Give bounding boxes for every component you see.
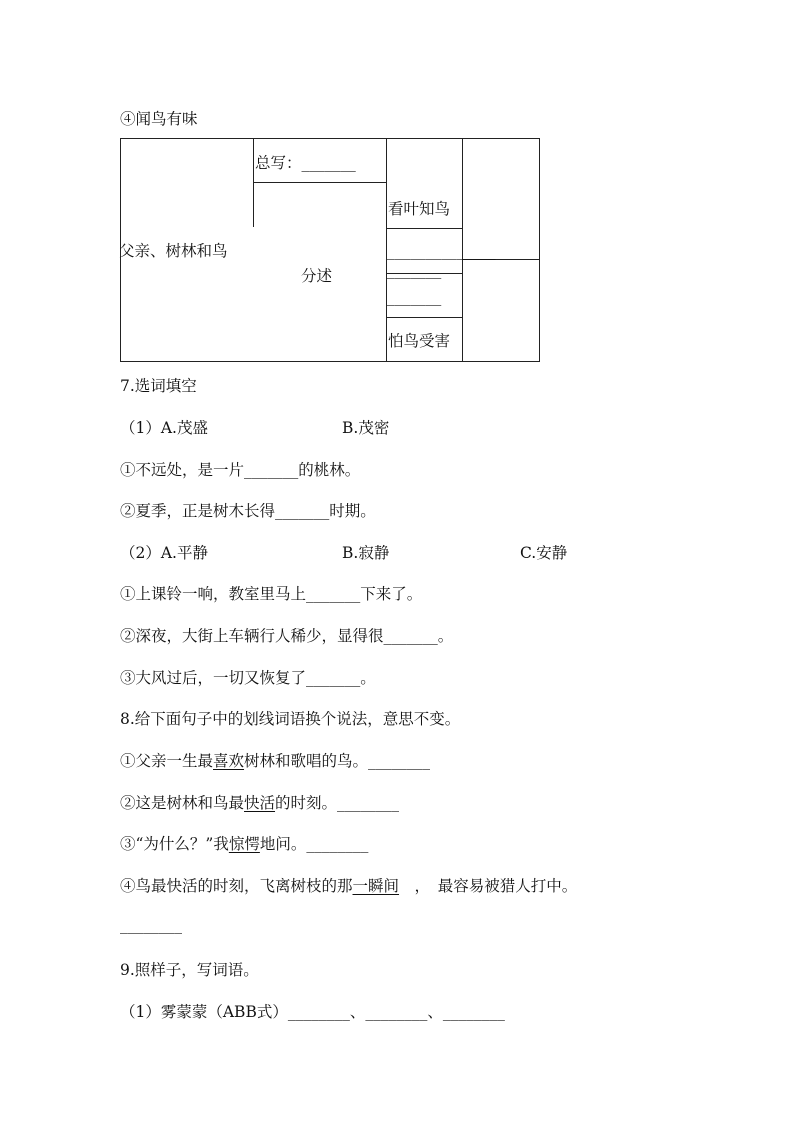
text: ， 最容易被猎人打中。 — [399, 877, 578, 895]
question-8-title: 8.给下面句子中的划线词语换个说法，意思不变。 — [120, 710, 461, 728]
table-sub-label: 分述 — [301, 267, 333, 285]
underlined-word: 快活 — [244, 794, 276, 812]
q7-option-b: B.寂静 — [342, 544, 390, 562]
text: 的时刻。________ — [275, 794, 400, 812]
structure-table — [120, 138, 540, 362]
q9-sentence-1: （1）雾蒙蒙（ABB式）________、________、________ — [120, 1003, 505, 1021]
q7-sentence-5: ③大风过后，一切又恢复了_______。 — [120, 669, 376, 687]
q7-option-a: （2）A.平静 — [120, 544, 208, 562]
table-row-4: _______ — [387, 288, 442, 306]
underlined-word: 一瞬间 — [352, 877, 400, 895]
table-summary: 总写：_______ — [255, 154, 356, 172]
table-divider — [386, 317, 462, 318]
table-divider — [253, 182, 386, 183]
q7-option-c: C.安静 — [520, 544, 568, 562]
q8-answer-blank: ________ — [120, 916, 182, 934]
q7-group-1 — [120, 416, 390, 438]
q7-option-b: B.茂密 — [342, 419, 390, 437]
table-row-1: 看叶知鸟 — [388, 200, 451, 218]
table-row-5: 怕鸟受害 — [388, 332, 451, 350]
text: ①父亲一生最 — [120, 752, 214, 770]
underlined-word: 惊愕 — [228, 835, 260, 853]
text: ④鸟最快活的时刻，飞离树枝的那 — [120, 877, 353, 895]
table-left-label: 父亲、树林和鸟 — [119, 242, 228, 260]
q7-sentence-2: ②夏季，正是树木长得_______时期。 — [120, 502, 376, 520]
q7-group-2 — [120, 541, 568, 563]
text: 地问。________ — [259, 835, 369, 853]
q8-sentence-3 — [120, 832, 368, 854]
question-7-title: 7.选词填空 — [120, 377, 197, 395]
q7-sentence-1: ①不远处，是一片_______的桃林。 — [120, 461, 361, 479]
q7-option-a: （1）A.茂盛 — [120, 419, 208, 437]
table-row-3: _______ — [387, 261, 442, 279]
text: 树林和歌唱的鸟。________ — [244, 752, 431, 770]
q7-sentence-3: ①上课铃一响，教室里马上_______下来了。 — [120, 585, 423, 603]
q8-sentence-2 — [120, 791, 399, 813]
q7-sentence-4: ②深夜，大街上车辆行人稀少，显得很_______。 — [120, 627, 454, 645]
q8-sentence-1 — [120, 749, 430, 771]
table-row-2: ______________ — [387, 242, 496, 260]
question-9-title: 9.照样子，写词语。 — [120, 961, 259, 979]
text: ③“为什么？”我 — [120, 835, 229, 853]
text: ②这是树林和鸟最 — [120, 794, 245, 812]
q8-sentence-4 — [120, 874, 577, 896]
table-divider — [386, 228, 462, 229]
item-4: ④闻鸟有味 — [120, 110, 198, 128]
table-divider — [253, 139, 254, 227]
underlined-word: 喜欢 — [213, 752, 245, 770]
